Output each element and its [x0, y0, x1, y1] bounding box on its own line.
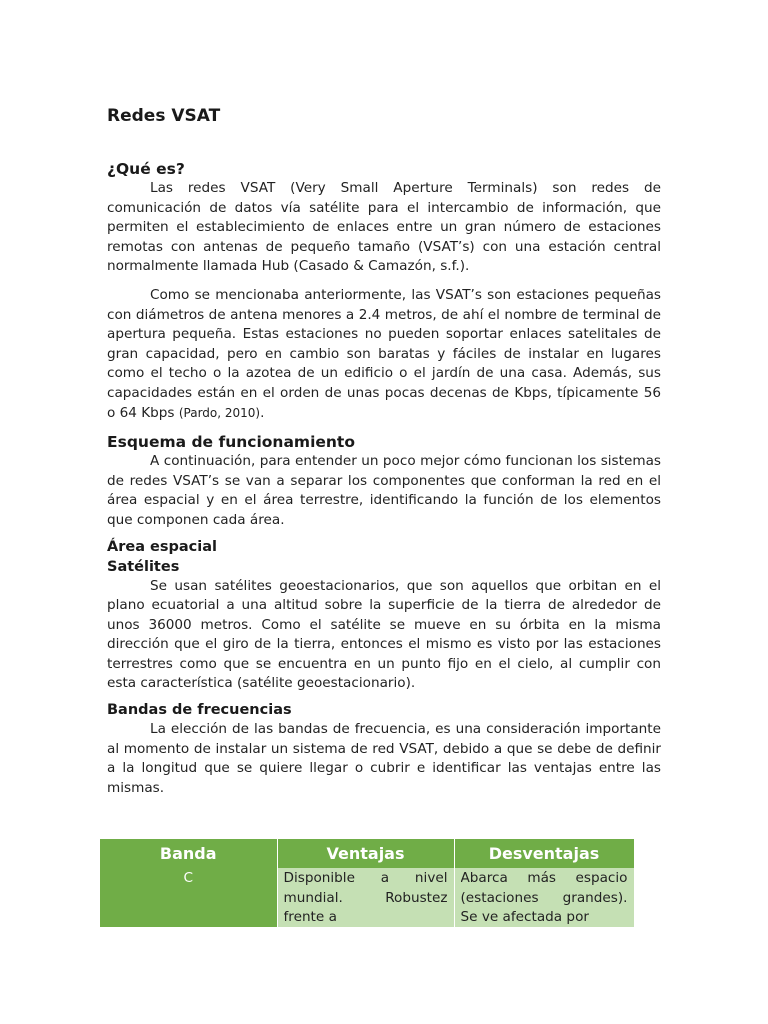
- heading-que-es: ¿Qué es?: [107, 160, 185, 178]
- heading-bandas: Bandas de frecuencias: [107, 702, 292, 719]
- heading-satelites: Satélites: [107, 558, 180, 575]
- page-title: Redes VSAT: [107, 106, 221, 126]
- bands-table: [100, 839, 635, 927]
- document-body: [107, 105, 661, 798]
- heading-area-espacial: Área espacial: [107, 538, 217, 555]
- paragraph-que-es-2-end: .: [260, 404, 265, 421]
- paragraph-bandas: La elección de las bandas de frecuencia, es una consideración importante al momento de instalar un sistema de red VSAT, debido a que se debe de definir a la longitud que se quiere llegar o cubrir e identificar las ventajas entre las mismas.: [107, 721, 661, 796]
- cell-ventajas: [277, 868, 454, 927]
- paragraph-esquema: A continuación, para entender un poco mejor cómo funcionan los sistemas de redes VSAT’s se van a separar los componentes que conforman la red en el área espacial y en el área terrestre, identificando la función de los elementos que componen cada área.: [107, 453, 661, 528]
- cell-ventajas-text: Disponible a nivel mundial. Robustez frente a: [283, 870, 448, 926]
- header-banda: Banda: [100, 839, 277, 868]
- citation-pardo: (Pardo, 2010): [178, 405, 261, 420]
- cell-desventajas-text: Abarca más espacio (estaciones grandes). Se ve afectada por: [460, 870, 628, 926]
- table-row: [100, 868, 634, 927]
- heading-esquema: Esquema de funcionamiento: [107, 433, 355, 452]
- cell-banda: C: [100, 868, 277, 927]
- paragraph-satelites: Se usan satélites geoestacionarios, que son aquellos que orbitan en el plano ecuatorial a una altitud sobre la superficie de la tierra de alrededor de unos 36000 metros. Como el satélite se mueve en su órbita en la misma dirección que el giro de la tierra, entonces el mismo es visto por las estaciones terrestres como que se encuentra en un punto fijo en el cielo, al cumplir con esta característica (satélite geoestacionario).: [107, 577, 661, 692]
- cell-desventajas: [454, 868, 634, 927]
- paragraph-que-es-2-text: Como se mencionaba anteriormente, las VSAT’s son estaciones pequeñas con diámetros de antena menores a 2.4 metros, de ahí el nombre de terminal de apertura pequeña. Estas estaciones no pueden soportar enlaces satelitales de gran capacidad, pero en cambio son baratas y fáciles de instalar en lugares como el techo o la azotea de un edificio o el jardín de una casa. Además, sus capacidades están en el orden de unas pocas decenas de Kbps, típicamente 56 o 64 Kbps: [107, 286, 661, 421]
- header-ventajas: Ventajas: [277, 839, 454, 868]
- paragraph-que-es-1: Las redes VSAT (Very Small Aperture Terminals) son redes de comunicación de datos vía satélite para el intercambio de información, que permiten el establecimiento de enlaces entre un gran número de estaciones remotas con antenas de pequeño tamaño (VSAT’s) con una estación central normalmente llamada Hub (Casado & Camazón, s.f.).: [107, 180, 661, 275]
- header-desventajas: Desventajas: [454, 839, 634, 868]
- table-header-row: [100, 839, 634, 868]
- paragraph-que-es-2: [107, 286, 661, 423]
